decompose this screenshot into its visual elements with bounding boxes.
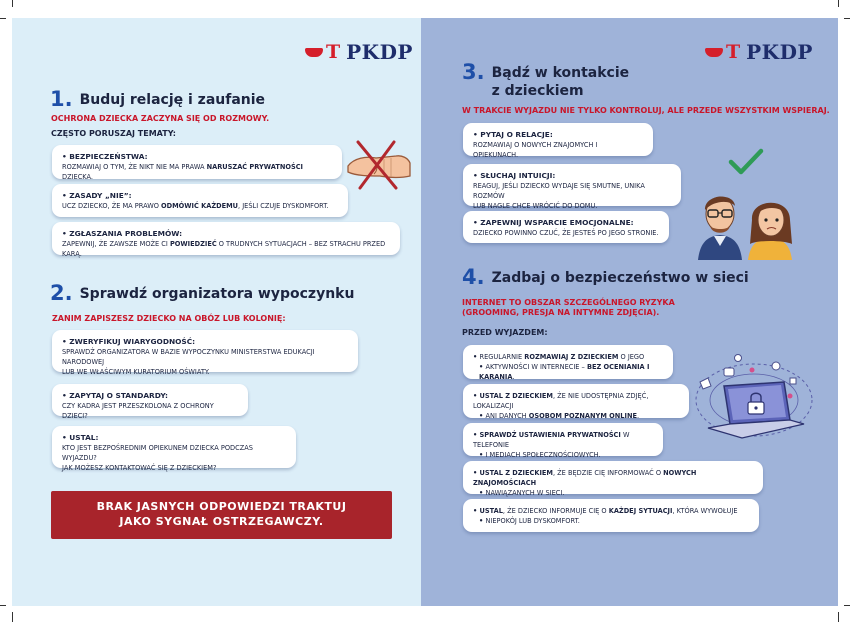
warning-line: BRAK JASNYCH ODPOWIEDZI TRAKTUJ <box>96 500 347 514</box>
warning-line: JAKO SYGNAŁ OSTRZEGAWCZY. <box>119 515 324 528</box>
section-heading: Bądź w kontakcie z dzieckiem <box>491 65 630 99</box>
info-card: • USTAL Z DZIECKIEM, ŻE NIE UDOSTĘPNIA ZDJĘĆ, LOKALIZACJI • ANI DANYCH OSOBOM POZNANYM ONLINE. <box>463 384 689 418</box>
info-card: • ZAPEWNIJ WSPARCIE EMOCJONALNE: DZIECKO POWINNO CZUĆ, ŻE JESTEŚ PO JEGO STRONIE. <box>463 211 669 243</box>
info-card: • USTAL: KTO JEST BEZPOŚREDNIM OPIEKUNEM DZIECKA PODCZAS WYJAZDU? JAK MOŻESZ KONTAKTOWAĆ SIĘ Z DZIECKIEM? <box>52 426 296 468</box>
pkdp-logo-mark-icon: T <box>705 43 740 62</box>
section-number: 1. <box>50 87 73 111</box>
pkdp-logo-left <box>305 40 413 64</box>
pkdp-logo-text: PKDP <box>746 40 813 64</box>
info-card: • SŁUCHAJ INTUICJI: REAGUJ, JEŚLI DZIECKO WYDAJE SIĘ SMUTNE, UNIKA ROZMÓW LUB NAGLE CHCE WRÓCIĆ DO DOMU. <box>463 164 681 206</box>
laptop-padlock-icon <box>680 348 820 446</box>
pkdp-logo-mark-icon: T <box>305 43 340 62</box>
section-2-title <box>50 283 354 304</box>
crop-mark <box>0 18 6 19</box>
section-heading: Zadbaj o bezpieczeństwo w sieci <box>491 270 749 286</box>
warning-banner <box>51 491 392 539</box>
info-card: • PYTAJ O RELACJE: ROZMAWIAJ O NOWYCH ZNAJOMYCH I OPIEKUNACH. <box>463 123 653 156</box>
section-4-subtitle: INTERNET TO OBSZAR SZCZEGÓLNEGO RYZYKA (GROOMING, PRESJA NA INTYMNE ZDJĘCIA). <box>462 298 675 318</box>
crop-mark <box>844 18 850 19</box>
parents-illustration-icon <box>694 180 800 260</box>
pkdp-logo-right <box>705 40 813 64</box>
section-2-subtitle: ZANIM ZAPISZESZ DZIECKO NA OBÓZ LUB KOLONIĘ: <box>52 314 286 323</box>
info-card: • ZAPYTAJ O STANDARDY: CZY KADRA JEST PRZESZKOLONA Z OCHRONY DZIECI? <box>52 384 248 416</box>
section-4-title <box>462 267 749 288</box>
info-card: • USTAL, ŻE DZIECKO INFORMUJE CIĘ O KAŻDEJ SYTUACJI, KTÓRA WYWOŁUJE • NIEPOKÓJ LUB DYSKOMFORT. <box>463 499 759 532</box>
info-card: • ZWERYFIKUJ WIARYGODNOŚĆ: SPRAWDŹ ORGANIZATORA W BAZIE WYPOCZYNKU MINISTERSTWA EDUKACJI NARODOWEJ LUB WE WŁAŚCIWYM KURATORIUM OŚWIATY. <box>52 330 358 372</box>
section-number: 4. <box>462 265 485 289</box>
info-card: • USTAL Z DZIECKIEM, ŻE BĘDZIE CIĘ INFORMOWAĆ O NOWYCH ZNAJOMOŚCIACH • NAWIĄZANYCH W SIECI. <box>463 461 763 494</box>
section-1-title <box>50 89 265 110</box>
crop-mark <box>838 612 839 622</box>
section-3-title <box>462 62 629 100</box>
crop-mark <box>12 612 13 622</box>
section-3-subtitle: W TRAKCIE WYJAZDU NIE TYLKO KONTROLUJ, ALE PRZEDE WSZYSTKIM WSPIERAJ. <box>462 106 830 115</box>
info-card: • REGULARNIE ROZMAWIAJ Z DZIECKIEM O JEGO • AKTYWNOŚCI W INTERNECIE – BEZ OCENIANIA I KARANIA. <box>463 345 673 379</box>
pkdp-logo-text: PKDP <box>346 40 413 64</box>
section-heading: Sprawdź organizatora wypoczynku <box>79 286 355 302</box>
info-card: • ZASADY „NIE”: UCZ DZIECKO, ŻE MA PRAWO ODMÓWIĆ KAŻDEMU, JEŚLI CZUJE DYSKOMFORT. <box>52 184 348 217</box>
checkmark-icon <box>728 148 764 176</box>
info-card: • SPRAWDŹ USTAWIENIA PRYWATNOŚCI W TELEFONIE • I MEDIACH SPOŁECZNOŚCIOWYCH. <box>463 423 663 456</box>
info-card: • BEZPIECZEŃSTWA: ROZMAWIAJ O TYM, ŻE NIKT NIE MA PRAWA NARUSZAĆ PRYWATNOŚCI DZIECKA. <box>52 145 342 179</box>
info-card: • ZGŁASZANIA PROBLEMÓW: ZAPEWNIJ, ŻE ZAWSZE MOŻE CI POWIEDZIEĆ O TRUDNYCH SYTUACJACH – BEZ STRACHU PRZED KARĄ. <box>52 222 400 255</box>
section-4-lead: PRZED WYJAZDEM: <box>462 328 548 337</box>
section-number: 3. <box>462 60 485 84</box>
section-number: 2. <box>50 281 73 305</box>
section-1-lead: CZĘSTO PORUSZAJ TEMATY: <box>51 129 176 138</box>
crop-mark <box>0 605 6 606</box>
crop-mark <box>12 0 13 7</box>
crop-mark <box>838 0 839 7</box>
section-heading: Buduj relację i zaufanie <box>79 92 266 108</box>
crop-mark <box>844 605 850 606</box>
crossed-hand-icon <box>344 136 412 192</box>
section-1-subtitle: OCHRONA DZIECKA ZACZYNA SIĘ OD ROZMOWY. <box>51 114 270 123</box>
